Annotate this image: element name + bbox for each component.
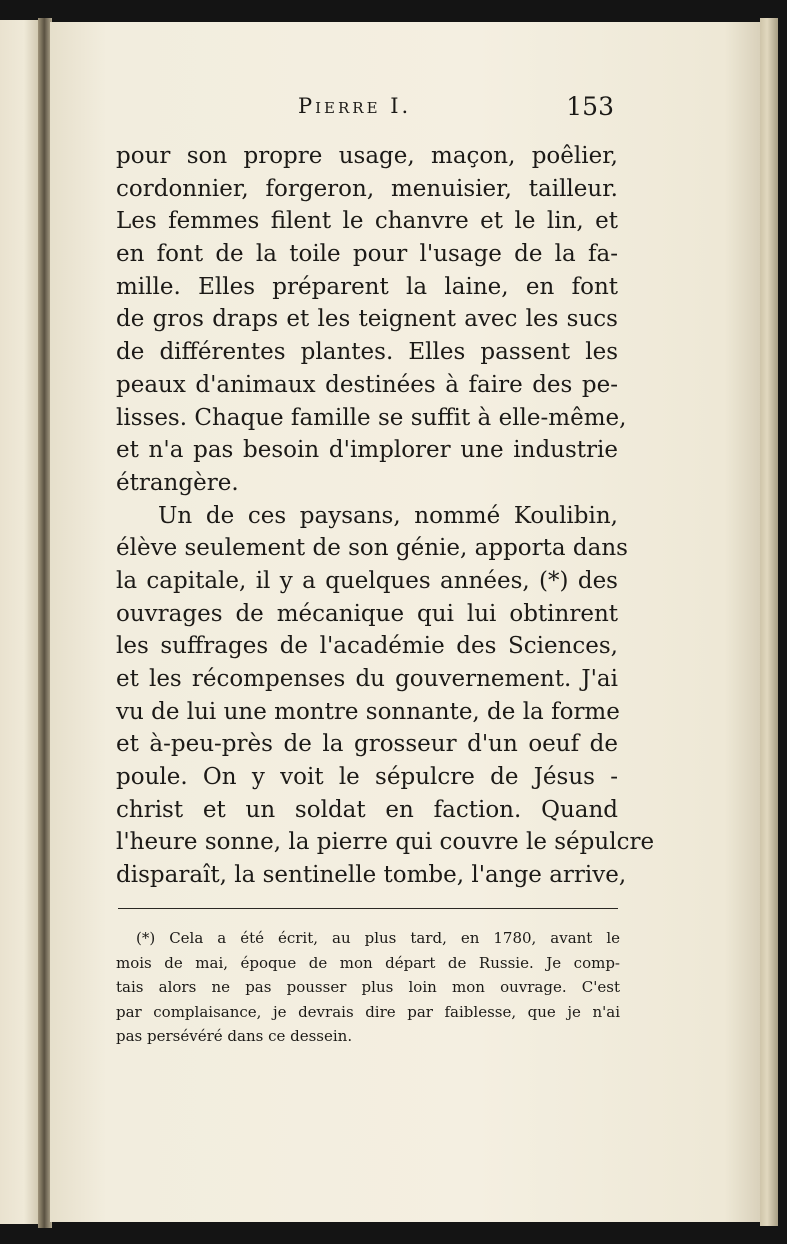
page-edge-right xyxy=(760,18,778,1226)
text-line: pour son propre usage, maçon, poêlier, xyxy=(116,143,618,169)
text-line: de gros draps et les teignent avec les sucs xyxy=(116,306,618,333)
text-line: en font de la toile pour l'usage de la fa- xyxy=(116,241,618,268)
text-line: les suffrages de l'académie des Sciences, xyxy=(116,633,618,660)
text-line: la capitale, il y a quelques années, (*) des xyxy=(116,567,618,594)
text-line: poule. On y voit le sépulcre de Jésus - xyxy=(116,764,618,791)
footnote-rule xyxy=(118,908,618,909)
text-line: cordonnier, forgeron, menuisier, tailleur. xyxy=(116,175,618,202)
text-line: ouvrages de mécanique qui lui obtinrent xyxy=(116,600,618,627)
footnote-line: mois de mai, époque de mon départ de Russie. Je comp- xyxy=(116,953,620,972)
text-line: peaux d'animaux destinées à faire des pe- xyxy=(116,371,618,398)
text-line: de différentes plantes. Elles passent les xyxy=(116,339,618,366)
page-number: 153 xyxy=(566,92,614,121)
text-line: vu de lui une montre sonnante, de la forme xyxy=(116,698,620,725)
text-line: mille. Elles préparent la laine, en font xyxy=(116,273,618,300)
text-line: christ et un soldat en faction. Quand xyxy=(116,796,618,823)
footnote-line: pas persévéré dans ce dessein. xyxy=(116,1027,353,1046)
footnote-line: par complaisance, je devrais dire par faiblesse, que je n'ai xyxy=(116,1002,620,1021)
text-line: et les récompenses du gouvernement. J'ai xyxy=(116,666,618,692)
body-text xyxy=(116,140,655,892)
text-line: et n'a pas besoin d'implorer une industrie xyxy=(116,437,618,464)
text-line: disparaît, la sentinelle tombe, l'ange arrive, xyxy=(116,862,627,889)
text-line: lisses. Chaque famille se suffit à elle-même, xyxy=(116,404,627,431)
running-title: Pierre I. xyxy=(298,94,412,118)
page-header xyxy=(298,92,618,132)
text-line: et à-peu-près de la grosseur d'un oeuf de xyxy=(116,731,618,758)
footnote xyxy=(116,926,620,1049)
text-line: Les femmes filent le chanvre et le lin, et xyxy=(116,208,618,235)
text-line: Un de ces paysans, nommé Koulibin, xyxy=(158,502,618,529)
text-line: l'heure sonne, la pierre qui couvre le sépulcre xyxy=(116,829,655,856)
footnote-line: tais alors ne pas pousser plus loin mon ouvrage. C'est xyxy=(116,978,620,997)
text-line: élève seulement de son génie, apporta dans xyxy=(116,535,628,562)
footnote-line: (*) Cela a été écrit, au plus tard, en 1780, avant le xyxy=(136,929,620,947)
facing-page-edge xyxy=(0,20,40,1224)
text-line: étrangère. xyxy=(116,469,239,496)
